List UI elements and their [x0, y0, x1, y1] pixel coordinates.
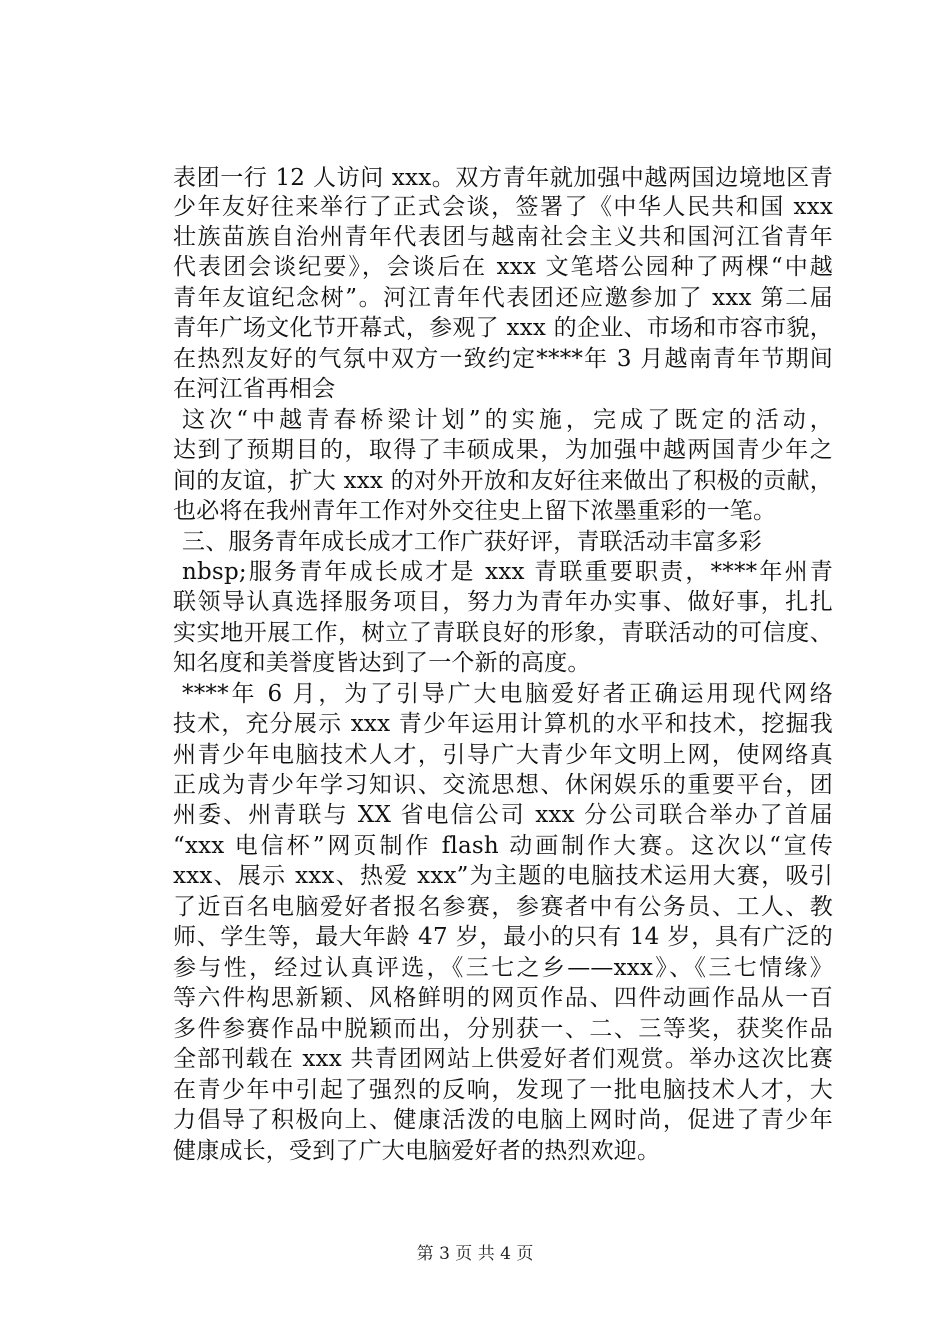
- text-line: 多件参赛作品中脱颖而出，分别获一、二、三等奖，获奖作品: [173, 1016, 833, 1042]
- text-line: 州委、州青联与 XX 省电信公司 xxx 分公司联合举办了首届: [173, 802, 833, 828]
- page-footer: 第 3 页 共 4 页: [416, 1244, 534, 1264]
- text-line: 技术，充分展示 xxx 青少年运用计算机的水平和技术，挖掘我: [173, 711, 833, 737]
- text-line: 参与性，经过认真评选，《三七之乡——xxx》、《三七情缘》: [173, 955, 833, 981]
- text-line: “xxx 电信杯”网页制作 flash 动画制作大赛。这次以“宣传: [173, 833, 833, 859]
- text-line: 在河江省再相会: [173, 376, 336, 402]
- text-line: 青年友谊纪念树”。河江青年代表团还应邀参加了 xxx 第二届: [173, 285, 833, 311]
- text-line: 壮族苗族自治州青年代表团与越南社会主义共和国河江省青年: [173, 224, 833, 250]
- text-line: 也必将在我州青年工作对外交往史上留下浓墨重彩的一笔。: [173, 498, 777, 524]
- text-line: 间的友谊，扩大 xxx 的对外开放和友好往来做出了积极的贡献，: [173, 468, 833, 494]
- text-line: ****年 6 月，为了引导广大电脑爱好者正确运用现代网络: [182, 681, 833, 707]
- text-line: 联领导认真选择服务项目，努力为青年办实事、做好事，扎扎: [173, 589, 833, 615]
- text-line: 师、学生等，最大年龄 47 岁，最小的只有 14 岁，具有广泛的: [173, 924, 833, 950]
- text-line: 在热烈友好的气氛中双方一致约定****年 3 月越南青年节期间: [173, 346, 833, 372]
- text-line: 三、服务青年成长成才工作广获好评，青联活动丰富多彩: [182, 529, 762, 555]
- text-line: 知名度和美誉度皆达到了一个新的高度。: [173, 650, 591, 676]
- text-line: 这次“中越青春桥梁计划”的实施，完成了既定的活动，: [182, 407, 833, 433]
- text-line: xxx、展示 xxx、热爱 xxx”为主题的电脑技术运用大赛，吸引: [173, 863, 833, 889]
- text-line: 州青少年电脑技术人才，引导广大青少年文明上网，使网络真: [173, 742, 833, 768]
- text-line: 达到了预期目的，取得了丰硕成果，为加强中越两国青少年之: [173, 437, 833, 463]
- text-line: 力倡导了积极向上、健康活泼的电脑上网时尚，促进了青少年: [173, 1107, 833, 1133]
- text-line: 健康成长，受到了广大电脑爱好者的热烈欢迎。: [173, 1138, 661, 1164]
- text-line: 少年友好往来举行了正式会谈，签署了《中华人民共和国 xxx: [173, 194, 833, 220]
- text-line: 全部刊载在 xxx 共青团网站上供爱好者们观赏。举办这次比赛: [173, 1046, 833, 1072]
- text-line: 等六件构思新颖、风格鲜明的网页作品、四件动画作品从一百: [173, 985, 833, 1011]
- text-line: 青年广场文化节开幕式，参观了 xxx 的企业、市场和市容市貌，: [173, 315, 833, 341]
- text-line: 了近百名电脑爱好者报名参赛，参赛者中有公务员、工人、教: [173, 894, 833, 920]
- text-line: 表团一行 12 人访问 xxx。双方青年就加强中越两国边境地区青: [173, 165, 833, 191]
- text-line: nbsp;服务青年成长成才是 xxx 青联重要职责，****年州青: [182, 559, 833, 585]
- text-line: 在青少年中引起了强烈的反响，发现了一批电脑技术人才，大: [173, 1077, 833, 1103]
- text-line: 正成为青少年学习知识、交流思想、休闲娱乐的重要平台，团: [173, 772, 833, 798]
- text-line: 代表团会谈纪要》，会谈后在 xxx 文笔塔公园种了两棵“中越: [173, 254, 833, 280]
- text-line: 实实地开展工作，树立了青联良好的形象，青联活动的可信度、: [173, 620, 833, 646]
